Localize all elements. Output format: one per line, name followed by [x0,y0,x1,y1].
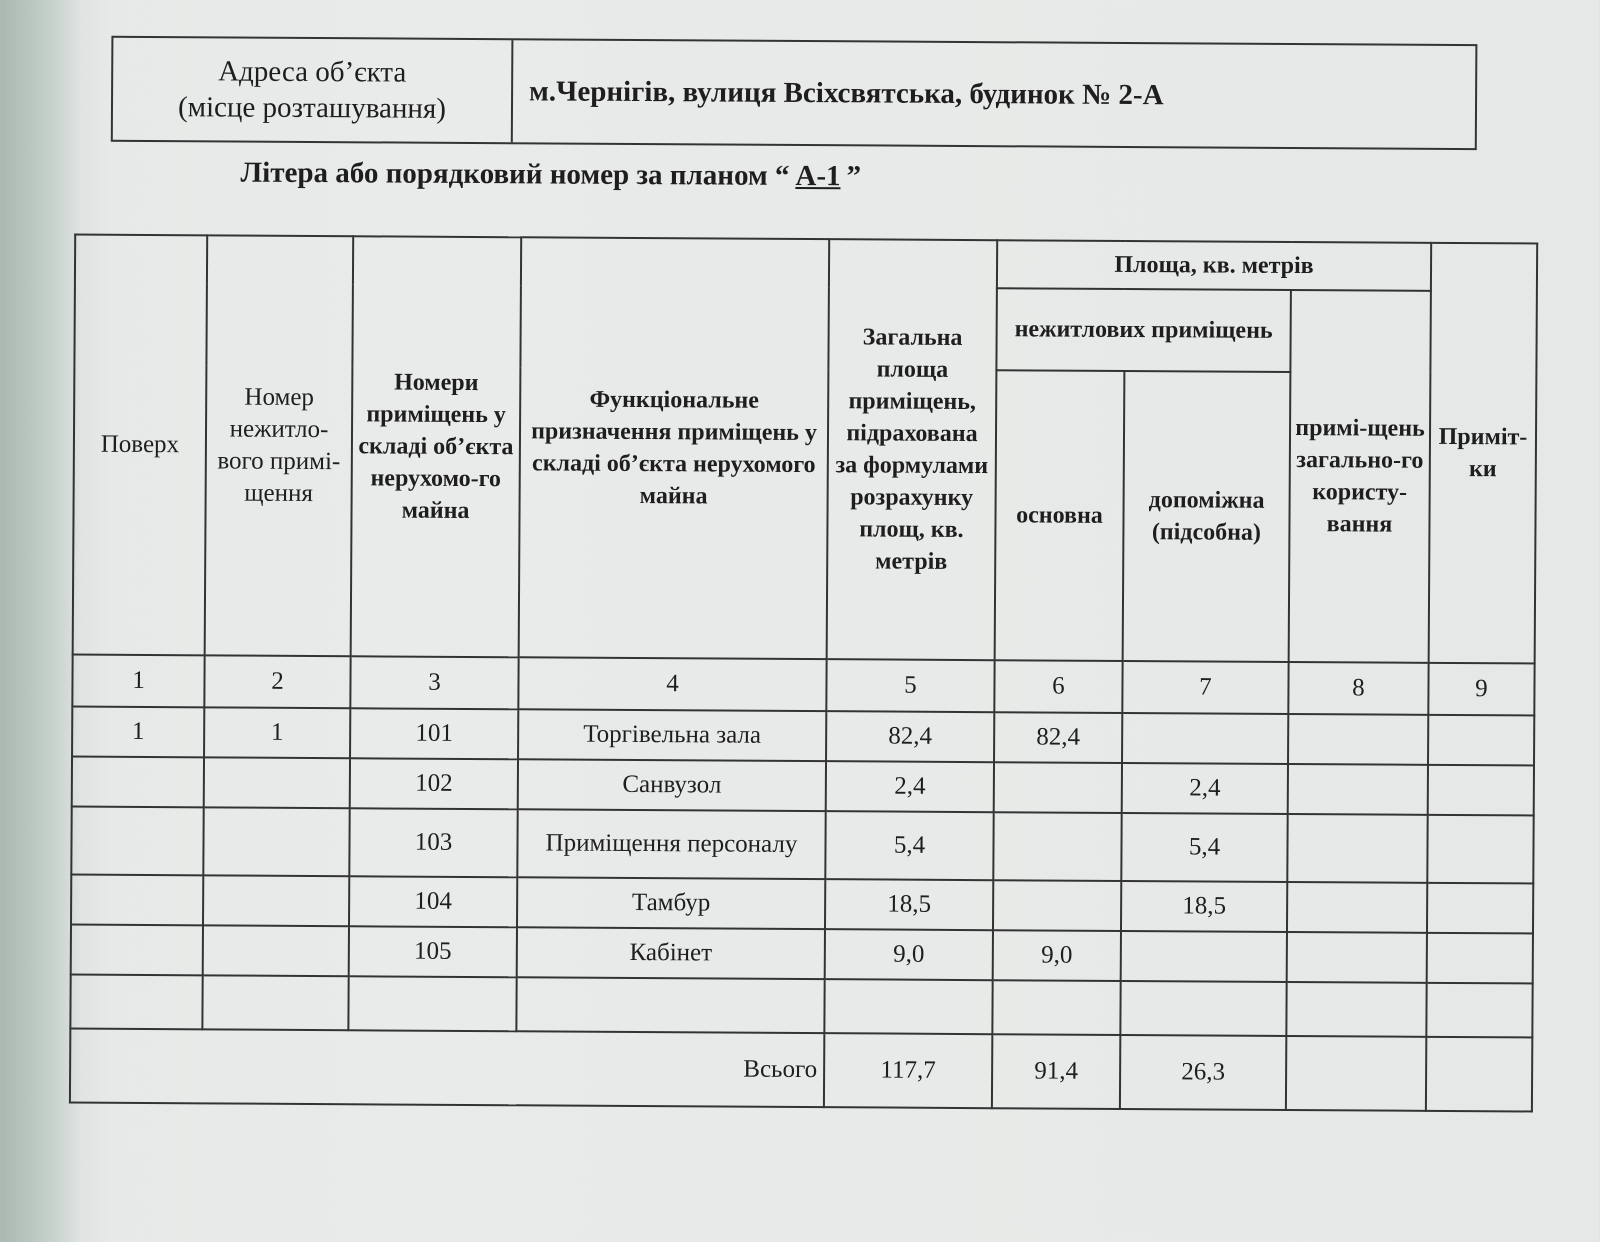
col-num: 9 [1428,663,1534,716]
cell-premise [203,807,349,876]
header-notes: Приміт-ки [1429,243,1538,664]
table-row [72,707,1534,766]
cell-aux: 18,5 [1121,881,1287,932]
cell-floor [71,875,203,926]
cell-function: Торгівельна зала [518,709,826,761]
table-row [72,757,1534,816]
header-floor: Поверх [73,235,208,656]
cell-premise [203,875,349,926]
address-label-line2: (місце розташування) [177,91,447,125]
cell-notes [1427,883,1533,934]
table-row [71,925,1533,984]
cell-total [824,979,992,1034]
cell-room: 103 [349,808,517,877]
cell-total: 9,0 [825,929,993,980]
litera-line [240,157,861,194]
header-nonresidential: нежитлових приміщень [996,288,1290,372]
cell-premise: 1 [204,707,350,758]
header-main: основна [995,370,1125,661]
cell-main [992,980,1120,1035]
cell-common [1288,764,1428,815]
col-num: 7 [1122,661,1288,714]
total-row [70,1029,1532,1112]
premises-table [69,234,1538,1113]
cell-room [348,976,516,1031]
col-num: 5 [826,659,994,712]
header-common-use: примі-щень загально-го користу-вання [1289,290,1431,663]
total-label: Всього [70,1029,824,1108]
total-aux: 26,3 [1120,1035,1286,1110]
cell-floor [71,807,203,876]
header-area-group: Площа, кв. метрів [997,240,1431,291]
total-common [1286,1036,1426,1111]
col-num: 3 [350,656,518,709]
cell-function: Кабінет [517,927,825,979]
col-num: 2 [204,655,350,708]
cell-floor [72,757,204,808]
header-function: Функціональне призначення приміщень у складі об’єкта нерухомого майна [519,237,830,659]
litera-code: А-1 [795,159,841,193]
total-area: 117,7 [824,1033,992,1108]
cell-room: 102 [350,758,518,809]
total-notes [1426,1037,1532,1112]
cell-common [1287,814,1427,883]
cell-notes [1428,765,1534,816]
cell-room: 101 [350,708,518,759]
table-row-empty [70,975,1532,1038]
col-num: 8 [1288,662,1428,715]
cell-aux: 5,4 [1121,813,1287,882]
cell-main: 82,4 [994,712,1122,763]
litera-suffix: ” [846,160,862,193]
cell-room: 105 [349,926,517,977]
cell-premise [202,975,348,1030]
address-box [111,36,1478,150]
cell-floor: 1 [72,707,204,758]
cell-total: 5,4 [825,811,993,880]
cell-aux [1120,981,1286,1036]
address-label [113,38,514,142]
cell-common [1288,714,1428,765]
col-num: 1 [72,655,204,708]
cell-function: Приміщення персоналу [517,809,825,879]
cell-premise [203,925,349,976]
cell-main [994,762,1122,813]
total-main: 91,4 [992,1034,1120,1109]
cell-room: 104 [349,876,517,927]
table-row [71,807,1533,884]
cell-total: 2,4 [826,761,994,812]
cell-notes [1428,715,1534,766]
header-auxiliary: допоміжна (підсобна) [1123,371,1291,662]
cell-aux [1121,931,1287,982]
cell-floor [70,975,202,1030]
header-premise-no: Номер нежитло-вого примі-щення [205,235,354,656]
cell-common [1286,982,1426,1037]
address-value: м.Чернігів, вулиця Всіхсвятська, будинок № 2-А [529,74,1164,111]
cell-main [993,880,1121,931]
header-total-area: Загальна площа приміщень, підрахована за формулами розрахунку площ, кв. метрів [827,239,998,660]
cell-function: Тамбур [517,877,825,929]
column-number-row [72,655,1534,716]
header-room-numbers: Номери приміщень у складі об’єкта нерухомо-го майна [351,236,522,657]
cell-function [516,977,824,1033]
cell-premise [204,757,350,808]
table-row [71,875,1533,934]
cell-floor [71,925,203,976]
address-label-line1: Адреса об’єкта [218,55,407,89]
col-num: 4 [518,657,826,711]
cell-total: 82,4 [826,711,994,762]
cell-main: 9,0 [993,930,1121,981]
cell-function: Санвузол [518,759,826,811]
cell-common [1287,932,1427,983]
cell-aux [1122,713,1288,764]
cell-notes [1427,933,1533,984]
cell-aux: 2,4 [1122,763,1288,814]
cell-main [993,812,1121,881]
cell-notes [1426,983,1532,1038]
cell-common [1287,882,1427,933]
col-num: 6 [994,660,1122,713]
cell-notes [1427,815,1533,884]
cell-total: 18,5 [825,879,993,930]
litera-prefix: Літера або порядковий номер за планом “ [240,156,790,192]
